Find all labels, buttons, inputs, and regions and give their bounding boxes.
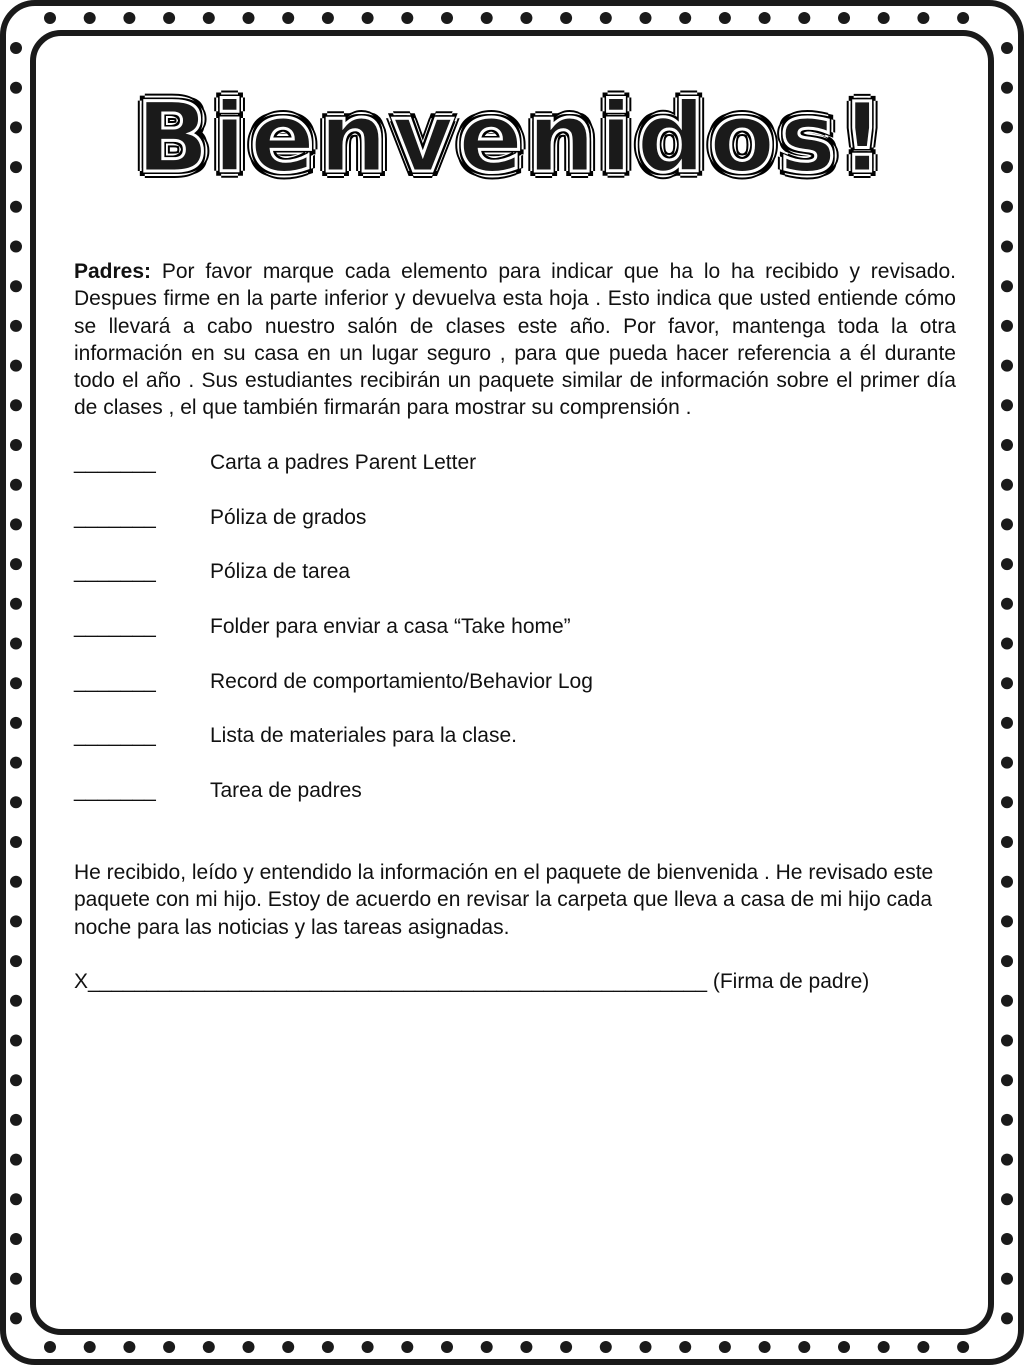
checkbox-blank[interactable]: _______ <box>74 779 156 803</box>
border-dot <box>10 241 22 253</box>
border-dot <box>1001 638 1013 650</box>
border-dot <box>10 717 22 729</box>
border-dot <box>1001 836 1013 848</box>
border-dot <box>10 1035 22 1047</box>
border-dot <box>917 1341 929 1353</box>
border-dot <box>1001 1312 1013 1324</box>
border-dot <box>10 280 22 292</box>
border-dot <box>123 1341 135 1353</box>
border-dot <box>84 12 96 24</box>
border-dot <box>679 1341 691 1353</box>
border-dot <box>10 796 22 808</box>
border-dot <box>362 12 374 24</box>
checklist <box>74 449 956 832</box>
border-dot <box>878 1341 890 1353</box>
border-dot <box>10 1114 22 1126</box>
signature-label: (Firma de padre) <box>712 970 870 993</box>
border-dot <box>10 558 22 570</box>
border-dot <box>1001 955 1013 967</box>
border-dot <box>123 12 135 24</box>
border-dot <box>10 955 22 967</box>
border-dot <box>10 1074 22 1086</box>
checklist-item <box>74 777 956 832</box>
checklist-item-label: Record de comportamiento/Behavior Log <box>210 669 593 693</box>
signature-field[interactable]: _____________________________________________________ <box>88 970 708 993</box>
border-dot <box>1001 280 1013 292</box>
border-dot <box>1001 677 1013 689</box>
border-dot <box>1001 1273 1013 1285</box>
border-dot <box>1001 995 1013 1007</box>
border-dot <box>798 1341 810 1353</box>
checklist-item-label: Tarea de padres <box>210 779 362 803</box>
border-dot <box>600 1341 612 1353</box>
checkbox-blank[interactable]: _______ <box>74 505 156 529</box>
border-dot <box>759 12 771 24</box>
border-dot <box>719 12 731 24</box>
border-dot <box>322 1341 334 1353</box>
border-dot <box>401 12 413 24</box>
border-dot <box>1001 1114 1013 1126</box>
border-dot <box>10 757 22 769</box>
border-dot <box>640 12 652 24</box>
border-dot <box>1001 1074 1013 1086</box>
border-dot <box>520 12 532 24</box>
border-dot <box>560 12 572 24</box>
border-dot <box>10 42 22 54</box>
border-dot <box>1001 915 1013 927</box>
border-dot <box>1001 1233 1013 1245</box>
checkbox-blank[interactable]: _______ <box>74 451 156 474</box>
border-dot <box>203 12 215 24</box>
border-dot <box>10 995 22 1007</box>
checklist-item <box>74 558 956 613</box>
border-dot <box>1001 518 1013 530</box>
border-dot <box>1001 1154 1013 1166</box>
border-dot <box>44 1341 56 1353</box>
border-dot <box>759 1341 771 1353</box>
checklist-item <box>74 613 956 668</box>
border-dot <box>10 1233 22 1245</box>
border-dot <box>1001 42 1013 54</box>
border-dot <box>1001 399 1013 411</box>
intro-label: Padres: <box>74 260 152 283</box>
border-dot <box>481 1341 493 1353</box>
border-dot <box>1001 717 1013 729</box>
checklist-item <box>74 722 956 777</box>
border-dot <box>10 320 22 332</box>
border-dot <box>10 1154 22 1166</box>
border-dot <box>362 1341 374 1353</box>
border-dot <box>600 12 612 24</box>
border-dot <box>1001 558 1013 570</box>
checklist-item-label: Carta a padres Parent Letter <box>210 451 477 474</box>
border-dot <box>10 1312 22 1324</box>
border-dot <box>1001 479 1013 491</box>
border-dot <box>10 876 22 888</box>
border-dot <box>520 1341 532 1353</box>
border-dot <box>163 1341 175 1353</box>
border-dot <box>10 1193 22 1205</box>
checkbox-blank[interactable]: _______ <box>74 615 156 639</box>
border-dot <box>441 12 453 24</box>
border-dot <box>481 12 493 24</box>
border-dot <box>243 12 255 24</box>
border-dot <box>10 479 22 491</box>
border-dot <box>1001 876 1013 888</box>
border-dot <box>10 518 22 530</box>
border-dot <box>838 12 850 24</box>
border-dot <box>163 12 175 24</box>
signature-prefix: X <box>74 970 89 993</box>
border-dot <box>10 360 22 372</box>
border-dot <box>10 677 22 689</box>
border-dot <box>282 12 294 24</box>
border-dot <box>282 1341 294 1353</box>
border-dot <box>10 439 22 451</box>
border-dot <box>1001 757 1013 769</box>
border-dot <box>878 12 890 24</box>
border-dot <box>203 1341 215 1353</box>
border-dot <box>1001 360 1013 372</box>
border-dot <box>1001 1035 1013 1047</box>
border-dot <box>44 12 56 24</box>
border-dot <box>560 1341 572 1353</box>
border-dot <box>243 1341 255 1353</box>
checkbox-blank[interactable]: _______ <box>74 669 156 693</box>
border-dot <box>10 399 22 411</box>
intro-paragraph <box>74 258 956 422</box>
border-dot <box>1001 241 1013 253</box>
border-dot <box>10 638 22 650</box>
checklist-item-label: Folder para enviar a casa “Take home” <box>210 615 571 639</box>
border-dot <box>640 1341 652 1353</box>
border-dot <box>1001 201 1013 213</box>
page-title: Bienvenidos! <box>135 82 889 194</box>
border-dot <box>798 12 810 24</box>
checkbox-blank[interactable]: _______ <box>74 560 156 584</box>
border-dot <box>838 1341 850 1353</box>
border-dot <box>679 12 691 24</box>
border-dot <box>441 1341 453 1353</box>
checklist-item <box>74 504 956 559</box>
signature-line <box>74 968 956 995</box>
border-dot <box>957 12 969 24</box>
border-dot <box>917 12 929 24</box>
border-dot <box>10 598 22 610</box>
checkbox-blank[interactable]: _______ <box>74 724 156 748</box>
intro-text: Por favor marque cada elemento para indicar que ha lo ha recibido y revisado. Despues firme en la parte inferior y devuelva esta hoja . Esto indica que usted entiende cómo se llevará a cabo nuestro salón de clases este año. Por favor, mantenga toda la otra información en su casa en un lugar seguro , para que pueda hacer referencia a él durante todo el año . Sus estudiantes recibirán un paquete similar de información sobre el primer día de clases , el que también firmarán para mostrar su comprensión . <box>74 260 956 420</box>
acknowledgement-paragraph: He recibido, leído y entendido la información en el paquete de bienvenida . He revisado este paquete con mi hijo. Estoy de acuerdo en revisar la carpeta que lleva a casa de mi hijo cada noche para las noticias y las tareas asignadas. <box>74 861 934 939</box>
border-dot <box>322 12 334 24</box>
border-dot <box>1001 1193 1013 1205</box>
border-dot <box>10 915 22 927</box>
checklist-item-label: Lista de materiales para la clase. <box>210 724 517 748</box>
border-dot <box>957 1341 969 1353</box>
checklist-item <box>74 668 956 723</box>
border-dot <box>1001 598 1013 610</box>
checklist-item-label: Póliza de grados <box>210 505 367 529</box>
border-dot <box>10 836 22 848</box>
border-dot <box>1001 320 1013 332</box>
checklist-item-label: Póliza de tarea <box>210 560 351 584</box>
border-dot <box>1001 439 1013 451</box>
border-dot <box>1001 796 1013 808</box>
border-dot <box>719 1341 731 1353</box>
checklist-item <box>74 449 956 504</box>
border-dot <box>401 1341 413 1353</box>
border-dot <box>10 201 22 213</box>
border-dot <box>84 1341 96 1353</box>
border-dot <box>10 1273 22 1285</box>
